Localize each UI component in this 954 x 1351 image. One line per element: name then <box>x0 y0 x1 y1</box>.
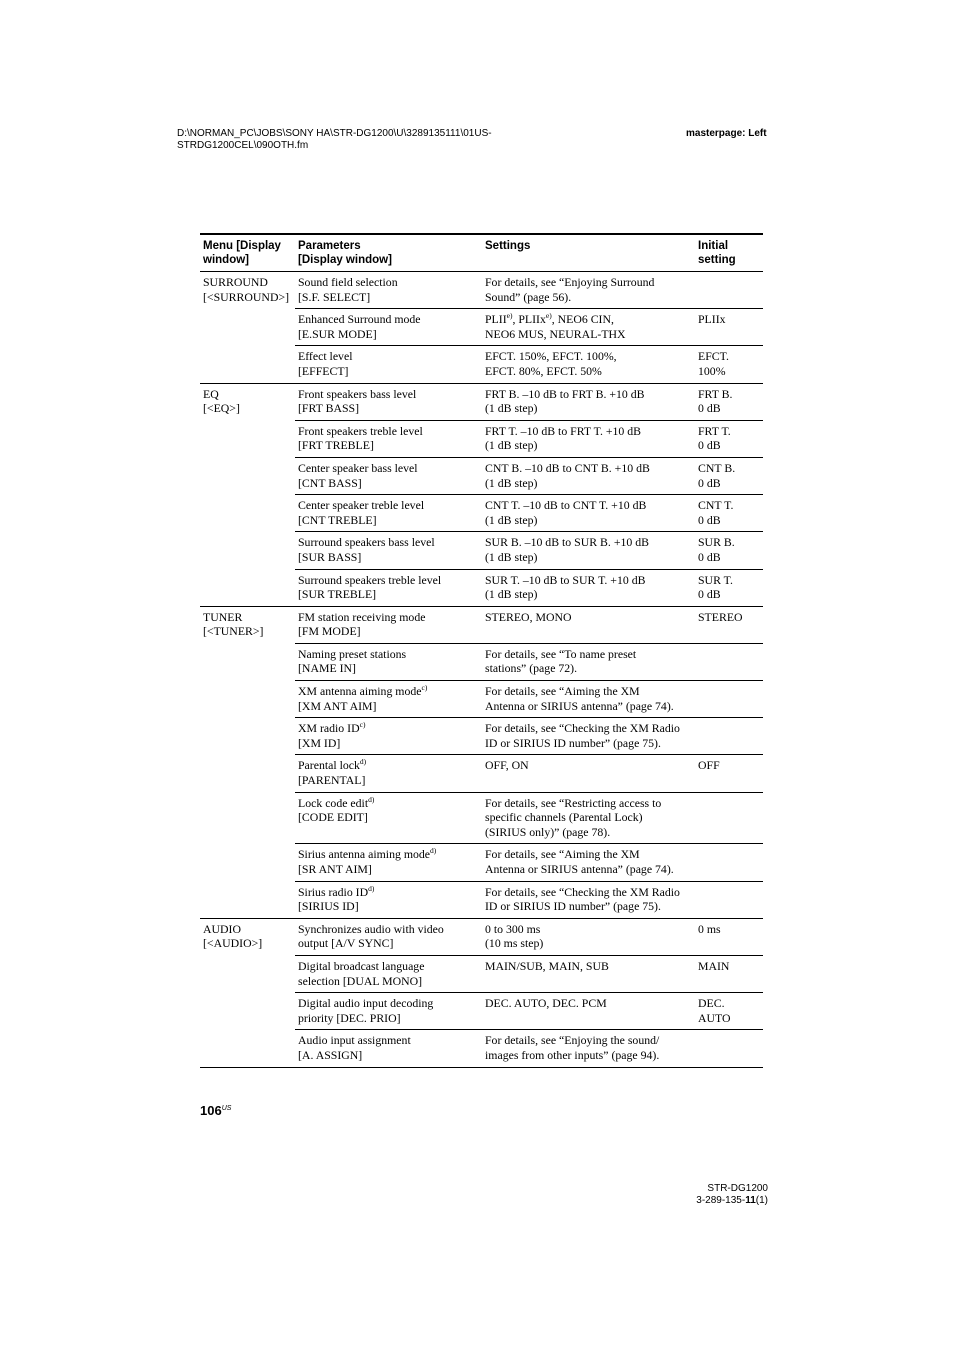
settings-cell <box>482 792 695 844</box>
initial-setting-cell <box>695 1030 763 1067</box>
table-row <box>200 755 763 792</box>
header-menu-line-1: Menu [Display <box>203 240 281 252</box>
settings-line: OFF, ON <box>485 758 529 773</box>
table-row <box>200 457 763 494</box>
header-initial-line-1: Initial <box>698 240 729 252</box>
initial-setting-line: 0 ms <box>698 921 721 936</box>
parameter-line <box>298 1033 479 1048</box>
parameter-text: Parental lock <box>298 758 360 773</box>
parameter-line <box>298 364 479 379</box>
menu-label-line: TUNER <box>203 609 243 624</box>
parameter-text: [E.SUR MODE] <box>298 326 377 341</box>
menu-label-line: [<SURROUND>] <box>203 289 290 304</box>
settings-cell <box>482 681 695 718</box>
parameter-text: Center speaker treble level <box>298 498 425 513</box>
initial-setting-line: DEC. <box>698 996 725 1011</box>
parameter-text: [SUR TREBLE] <box>298 587 377 602</box>
menu-cell <box>200 881 295 918</box>
parameter-line <box>298 922 479 937</box>
initial-setting-line: 0 dB <box>698 512 721 527</box>
settings-line: (1 dB step) <box>485 401 538 416</box>
parameter-line <box>298 498 479 513</box>
initial-setting-cell <box>695 383 763 420</box>
parameter-line <box>298 535 479 550</box>
parameter-line <box>298 401 479 416</box>
initial-setting-line: FRT T. <box>698 423 731 438</box>
parameter-line <box>298 424 479 439</box>
settings-line: SUR T. –10 dB to SUR T. +10 dB <box>485 572 646 587</box>
parameter-cell <box>295 955 482 992</box>
parameter-text: [A. ASSIGN] <box>298 1047 363 1062</box>
initial-setting-cell <box>695 495 763 532</box>
settings-line: For details, see “Aiming the XM <box>485 684 640 699</box>
table-row <box>200 346 763 383</box>
file-path-line-1: D:\NORMAN_PC\JOBS\SONY HA\STR-DG1200\U\3289135111\01US- <box>177 128 492 139</box>
settings-cell <box>482 643 695 680</box>
table-row <box>200 955 763 992</box>
parameter-cell <box>295 420 482 457</box>
footnote-marker: d) <box>368 794 375 804</box>
parameter-text: Enhanced Surround mode <box>298 312 421 327</box>
settings-cell <box>482 272 695 309</box>
menu-cell <box>200 346 295 383</box>
table-row <box>200 718 763 755</box>
parameter-cell <box>295 309 482 346</box>
menu-cell <box>200 718 295 755</box>
settings-line: For details, see “To name preset <box>485 646 637 661</box>
table-body <box>200 272 763 1068</box>
parameter-text: [PARENTAL] <box>298 773 366 788</box>
menu-label-line: SURROUND <box>203 275 268 289</box>
initial-setting-line: 0 dB <box>698 587 721 602</box>
menu-cell <box>200 420 295 457</box>
parameter-text: [FM MODE] <box>298 624 361 639</box>
parameter-text: Synchronizes audio with video <box>298 921 444 936</box>
menu-cell <box>200 272 295 309</box>
settings-line: DEC. AUTO, DEC. PCM <box>485 996 607 1011</box>
settings-line: For details, see “Aiming the XM <box>485 847 640 862</box>
settings-line: specific channels (Parental Lock) <box>485 810 643 825</box>
settings-line: (1 dB step) <box>485 438 538 453</box>
page-number-suffix: US <box>221 1105 232 1112</box>
parameter-cell <box>295 844 482 881</box>
menu-cell <box>200 955 295 992</box>
initial-setting-line: PLIIx <box>698 312 726 327</box>
table-row <box>200 569 763 606</box>
settings-prefix: PLII <box>485 312 507 327</box>
menu-label-line: EQ <box>203 386 219 401</box>
initial-setting-cell <box>695 569 763 606</box>
settings-line: Sound” (page 56). <box>485 289 572 304</box>
parameter-text: Audio input assignment <box>298 1033 411 1048</box>
settings-cell <box>482 420 695 457</box>
settings-line: (1 dB step) <box>485 512 538 527</box>
menu-cell <box>200 681 295 718</box>
settings-mid: , PLIIx <box>512 312 546 327</box>
initial-setting-line: 100% <box>698 363 726 378</box>
file-path <box>177 128 492 152</box>
parameter-text: [XM ID] <box>298 735 341 750</box>
footnote-marker: d) <box>359 757 367 767</box>
parameter-line <box>298 349 479 364</box>
parameter-text: Surround speakers bass level <box>298 535 435 550</box>
parameter-text: selection [DUAL MONO] <box>298 973 423 988</box>
initial-setting-cell <box>695 681 763 718</box>
initial-setting-line: 0 dB <box>698 549 721 564</box>
menu-label-line: [<EQ>] <box>203 401 240 416</box>
parameter-text: [NAME IN] <box>298 661 356 676</box>
table-row <box>200 643 763 680</box>
initial-setting-cell <box>695 643 763 680</box>
initial-setting-cell <box>695 346 763 383</box>
parameter-line <box>298 721 479 736</box>
parameter-text: Digital audio input decoding <box>298 996 434 1011</box>
settings-cell <box>482 718 695 755</box>
parameter-line <box>298 1011 479 1026</box>
parameter-text: Digital broadcast language <box>298 958 425 973</box>
settings-cell <box>482 606 695 643</box>
footnote-marker: c) <box>421 683 428 693</box>
settings-cell <box>482 993 695 1030</box>
parameter-line <box>298 684 479 699</box>
parameter-cell <box>295 457 482 494</box>
footer-code-prefix: 3-289-135- <box>696 1195 746 1206</box>
parameter-line <box>298 959 479 974</box>
initial-setting-cell <box>695 309 763 346</box>
initial-setting-cell <box>695 420 763 457</box>
settings-cell <box>482 383 695 420</box>
parameter-text: [CNT BASS] <box>298 475 362 490</box>
menu-cell <box>200 1030 295 1067</box>
settings-cell <box>482 346 695 383</box>
parameter-line <box>298 573 479 588</box>
settings-line: CNT T. –10 dB to CNT T. +10 dB <box>485 498 647 513</box>
parameter-cell <box>295 918 482 955</box>
parameter-text: [XM ANT AIM] <box>298 698 377 713</box>
menu-cell <box>200 993 295 1030</box>
initial-setting-line: SUR B. <box>698 535 735 550</box>
initial-setting-cell <box>695 718 763 755</box>
table-header-row <box>200 234 763 272</box>
table-row <box>200 606 763 643</box>
menu-cell <box>200 383 295 420</box>
initial-setting-cell <box>695 955 763 992</box>
menu-cell <box>200 844 295 881</box>
footnote-marker: c) <box>359 720 366 730</box>
parameter-text: Lock code edit <box>298 795 369 810</box>
parameter-cell <box>295 495 482 532</box>
parameter-text: [SIRIUS ID] <box>298 899 359 914</box>
menu-cell <box>200 643 295 680</box>
footer-part-number <box>696 1195 768 1207</box>
parameter-line <box>298 773 479 788</box>
table-row <box>200 844 763 881</box>
initial-setting-line: AUTO <box>698 1010 731 1025</box>
parameter-line <box>298 513 479 528</box>
parameter-line <box>298 327 479 342</box>
parameter-line <box>298 758 479 773</box>
settings-line: 0 to 300 ms <box>485 921 541 936</box>
footnote-marker: d) <box>368 883 375 893</box>
menu-label-line: AUDIO <box>203 921 242 936</box>
parameter-text: priority [DEC. PRIO] <box>298 1010 401 1025</box>
menu-cell <box>200 309 295 346</box>
initial-setting-line: EFCT. <box>698 349 729 364</box>
settings-line: FRT B. –10 dB to FRT B. +10 dB <box>485 386 645 401</box>
menu-cell <box>200 457 295 494</box>
parameter-line <box>298 290 479 305</box>
page-number-value: 106 <box>200 1103 222 1118</box>
settings-cell <box>482 532 695 569</box>
settings-line: (1 dB step) <box>485 475 538 490</box>
parameter-text: Sound field selection <box>298 275 398 289</box>
table-row <box>200 681 763 718</box>
initial-setting-line: CNT B. <box>698 460 736 475</box>
parameter-cell <box>295 569 482 606</box>
settings-line: EFCT. 80%, EFCT. 50% <box>485 363 602 378</box>
initial-setting-cell <box>695 918 763 955</box>
parameter-cell <box>295 532 482 569</box>
settings-line: (SIRIUS only)” (page 78). <box>485 824 611 839</box>
parameter-text: [CODE EDIT] <box>298 810 368 825</box>
menu-cell <box>200 606 295 643</box>
initial-setting-line: STEREO <box>698 609 743 624</box>
parameter-text: Front speakers bass level <box>298 386 417 401</box>
table-row <box>200 792 763 844</box>
table-row <box>200 918 763 955</box>
parameter-line <box>298 936 479 951</box>
initial-setting-cell <box>695 755 763 792</box>
header-settings <box>482 234 695 272</box>
settings-line: ID or SIRIUS ID number” (page 75). <box>485 735 661 750</box>
parameter-line <box>298 862 479 877</box>
footer-code-bold: 11 <box>745 1195 756 1206</box>
parameter-cell <box>295 643 482 680</box>
header-menu <box>200 234 295 272</box>
settings-line: For details, see “Enjoying Surround <box>485 275 655 289</box>
initial-setting-cell <box>695 993 763 1030</box>
menu-cell <box>200 569 295 606</box>
menu-cell <box>200 918 295 955</box>
settings-line: For details, see “Checking the XM Radio <box>485 721 680 736</box>
parameter-text: Center speaker bass level <box>298 460 418 475</box>
menu-cell <box>200 755 295 792</box>
parameter-line <box>298 736 479 751</box>
header-settings-line: Settings <box>485 240 531 252</box>
parameter-line <box>298 610 479 625</box>
parameter-cell <box>295 606 482 643</box>
parameter-line <box>298 974 479 989</box>
parameter-text: output [A/V SYNC] <box>298 936 394 951</box>
settings-table <box>200 233 763 1068</box>
masterpage-label: masterpage: Left <box>686 128 767 139</box>
settings-line: (1 dB step) <box>485 549 538 564</box>
initial-setting-line: FRT B. <box>698 386 733 401</box>
settings-cell <box>482 495 695 532</box>
parameter-cell <box>295 718 482 755</box>
header-initial <box>695 234 763 272</box>
initial-setting-cell <box>695 457 763 494</box>
initial-setting-line: OFF <box>698 758 720 773</box>
settings-cell <box>482 1030 695 1067</box>
settings-line: EFCT. 150%, EFCT. 100%, <box>485 349 617 364</box>
settings-cell <box>482 569 695 606</box>
initial-setting-line: CNT T. <box>698 498 734 513</box>
parameter-cell <box>295 346 482 383</box>
parameter-text: [FRT TREBLE] <box>298 438 374 453</box>
parameter-text: [EFFECT] <box>298 363 349 378</box>
initial-setting-cell <box>695 272 763 309</box>
header-menu-line-2: window] <box>203 254 249 266</box>
parameter-text: Naming preset stations <box>298 646 407 661</box>
settings-cell <box>482 755 695 792</box>
parameter-text: [SUR BASS] <box>298 549 362 564</box>
parameter-line <box>298 647 479 662</box>
settings-cell <box>482 844 695 881</box>
table-row <box>200 1030 763 1067</box>
initial-setting-cell <box>695 844 763 881</box>
parameter-line <box>298 387 479 402</box>
parameter-text: [SR ANT AIM] <box>298 862 372 876</box>
settings-line: For details, see “Checking the XM Radio <box>485 884 680 899</box>
table-row <box>200 420 763 457</box>
table-row <box>200 383 763 420</box>
parameter-cell <box>295 755 482 792</box>
settings-line: stations” (page 72). <box>485 661 578 676</box>
header-initial-line-2: setting <box>698 254 736 266</box>
settings-line: For details, see “Enjoying the sound/ <box>485 1033 660 1048</box>
settings-cell <box>482 457 695 494</box>
parameter-line <box>298 312 479 327</box>
parameter-line <box>298 438 479 453</box>
table-row <box>200 272 763 309</box>
menu-cell <box>200 532 295 569</box>
footer-model: STR-DG1200 <box>707 1183 768 1194</box>
initial-setting-cell <box>695 606 763 643</box>
settings-cell <box>482 309 695 346</box>
page-number <box>200 1103 231 1118</box>
initial-setting-line: MAIN <box>698 958 730 973</box>
parameter-line <box>298 587 479 602</box>
parameter-line <box>298 550 479 565</box>
parameter-line <box>298 885 479 900</box>
parameter-text: Effect level <box>298 349 353 364</box>
settings-line <box>485 312 692 327</box>
parameter-text: [FRT BASS] <box>298 401 360 416</box>
settings-line: (1 dB step) <box>485 587 538 602</box>
parameter-cell <box>295 792 482 844</box>
parameter-line <box>298 624 479 639</box>
settings-cell <box>482 955 695 992</box>
parameter-line <box>298 1048 479 1063</box>
parameter-line <box>298 461 479 476</box>
parameter-text: [CNT TREBLE] <box>298 512 377 527</box>
menu-label-line: [<AUDIO>] <box>203 936 263 951</box>
parameter-text: Sirius antenna aiming mode <box>298 847 431 862</box>
menu-cell <box>200 495 295 532</box>
header-parameters <box>295 234 482 272</box>
table-row <box>200 532 763 569</box>
footnote-marker: d) <box>430 846 437 856</box>
parameter-line <box>298 275 479 290</box>
settings-rest: , NEO6 CIN, <box>551 312 614 327</box>
table-row <box>200 309 763 346</box>
parameter-cell <box>295 1030 482 1067</box>
initial-setting-line: 0 dB <box>698 438 721 453</box>
settings-cell <box>482 881 695 918</box>
settings-line: CNT B. –10 dB to CNT B. +10 dB <box>485 460 650 475</box>
parameter-line <box>298 899 479 914</box>
settings-line: Antenna or SIRIUS antenna” (page 74). <box>485 698 674 713</box>
parameter-line <box>298 996 479 1011</box>
table-row <box>200 881 763 918</box>
settings-line: images from other inputs” (page 94). <box>485 1047 660 1062</box>
settings-cell <box>482 918 695 955</box>
parameter-line <box>298 796 479 811</box>
parameter-cell <box>295 383 482 420</box>
settings-line: For details, see “Restricting access to <box>485 795 662 810</box>
parameter-text: FM station receiving mode <box>298 609 426 624</box>
parameter-text: XM radio ID <box>298 721 360 736</box>
footer-code-suffix: (1) <box>755 1195 768 1206</box>
parameter-text: XM antenna aiming mode <box>298 684 422 699</box>
table-row <box>200 495 763 532</box>
settings-line: Antenna or SIRIUS antenna” (page 74). <box>485 862 674 876</box>
parameter-cell <box>295 272 482 309</box>
parameter-text: Sirius radio ID <box>298 884 369 899</box>
table-row <box>200 993 763 1030</box>
initial-setting-line: 0 dB <box>698 475 721 490</box>
settings-line: NEO6 MUS, NEURAL-THX <box>485 326 626 341</box>
initial-setting-cell <box>695 792 763 844</box>
settings-line: MAIN/SUB, MAIN, SUB <box>485 958 609 973</box>
menu-cell <box>200 792 295 844</box>
parameter-text: Front speakers treble level <box>298 423 423 438</box>
parameter-line <box>298 810 479 825</box>
parameter-text: Surround speakers treble level <box>298 572 442 587</box>
parameter-text: [S.F. SELECT] <box>298 289 371 304</box>
initial-setting-line: SUR T. <box>698 572 733 587</box>
file-path-line-2: STRDG1200CEL\090OTH.fm <box>177 140 309 151</box>
settings-line: (10 ms step) <box>485 936 544 951</box>
parameter-cell <box>295 681 482 718</box>
parameter-line <box>298 476 479 491</box>
footnote-marker: e) <box>506 311 513 321</box>
parameter-cell <box>295 881 482 918</box>
initial-setting-line: 0 dB <box>698 401 721 416</box>
parameter-line <box>298 847 479 862</box>
parameter-cell <box>295 993 482 1030</box>
header-param-line-1: Parameters <box>298 240 361 252</box>
parameter-line <box>298 699 479 714</box>
footnote-marker: e) <box>545 311 552 321</box>
settings-line: STEREO, MONO <box>485 609 572 624</box>
footer-code <box>696 1183 768 1207</box>
settings-line: SUR B. –10 dB to SUR B. +10 dB <box>485 535 649 550</box>
header-param-line-2: [Display window] <box>298 254 392 266</box>
initial-setting-cell <box>695 532 763 569</box>
parameter-line <box>298 661 479 676</box>
initial-setting-cell <box>695 881 763 918</box>
settings-line: FRT T. –10 dB to FRT T. +10 dB <box>485 423 642 438</box>
settings-line: ID or SIRIUS ID number” (page 75). <box>485 899 661 914</box>
menu-label-line: [<TUNER>] <box>203 624 264 639</box>
